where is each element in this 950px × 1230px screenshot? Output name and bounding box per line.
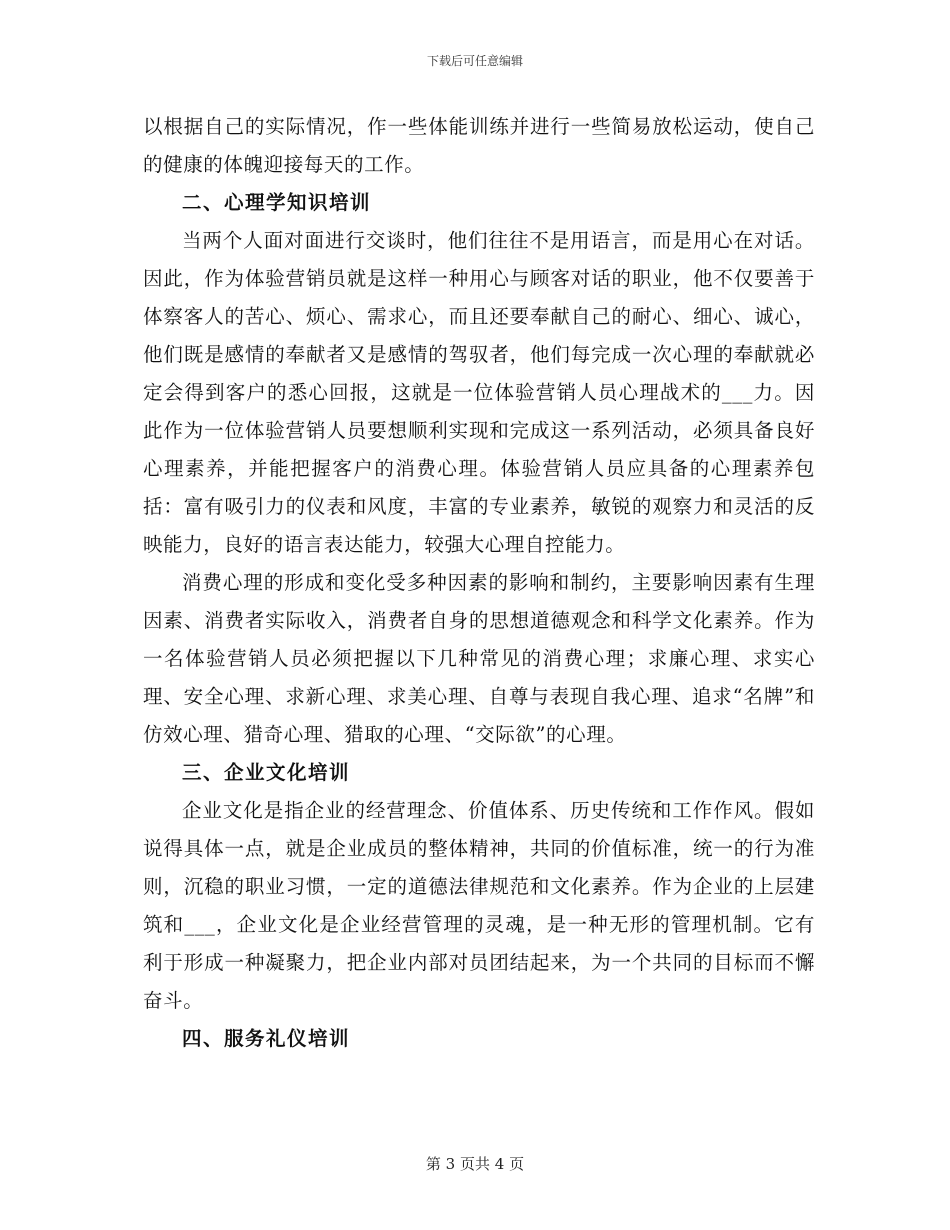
paragraph-1: 以根据自己的实际情况，作一些体能训练并进行一些简易放松运动，使自己的健康的体魄迎接每天的工作。 bbox=[143, 115, 815, 176]
document-body bbox=[143, 108, 815, 1058]
page-footer: 第 3 页共 4 页 bbox=[425, 1155, 525, 1173]
paragraph-3: 消费心理的形成和变化受多种因素的影响和制约，主要影响因素有生理因素、消费者实际收入，消费者自身的思想道德观念和科学文化素养。作为一名体验营销人员必须把握以下几种常见的消费心理；求廉心理、求实心理、安全心理、求新心理、求美心理、自尊与表现自我心理、追求“名牌”和仿效心理、猎奇心理、猎取的心理、“交际欲”的心理。 bbox=[143, 571, 815, 746]
paragraph-2: 当两个人面对面进行交谈时，他们往往不是用语言，而是用心在对话。因此，作为体验营销员就是这样一种用心与顾客对话的职业，他不仅要善于体察客人的苦心、烦心、需求心，而且还要奉献自己的耐心、细心、诚心，他们既是感情的奉献者又是感情的驾驭者，他们每完成一次心理的奉献就必定会得到客户的悉心回报，这就是一位体验营销人员心理战术的___力。因此作为一位体验营销人员要想顺利实现和完成这一系列活动，必须具备良好心理素养，并能把握客户的消费心理。体验营销人员应具备的心理素养包括：富有吸引力的仪表和风度，丰富的专业素养，敏锐的观察力和灵活的反映能力，良好的语言表达能力，较强大心理自控能力。 bbox=[143, 229, 815, 556]
page-header: 下载后可任意编辑 bbox=[426, 54, 523, 68]
section-heading-4: 四、服务礼仪培训 bbox=[182, 1027, 351, 1050]
section-heading-3: 三、企业文化培训 bbox=[182, 761, 351, 784]
paragraph-4: 企业文化是指企业的经营理念、价值体系、历史传统和工作作风。假如说得具体一点，就是企业成员的整体精神，共同的价值标准，统一的行为准则，沉稳的职业习惯，一定的道德法律规范和文化素养。作为企业的上层建筑和___，企业文化是企业经营管理的灵魂，是一种无形的管理机制。它有利于形成一种凝聚力，把企业内部对员团结起来，为一个共同的目标而不懈奋斗。 bbox=[143, 799, 815, 1012]
section-heading-2: 二、心理学知识培训 bbox=[182, 191, 372, 214]
